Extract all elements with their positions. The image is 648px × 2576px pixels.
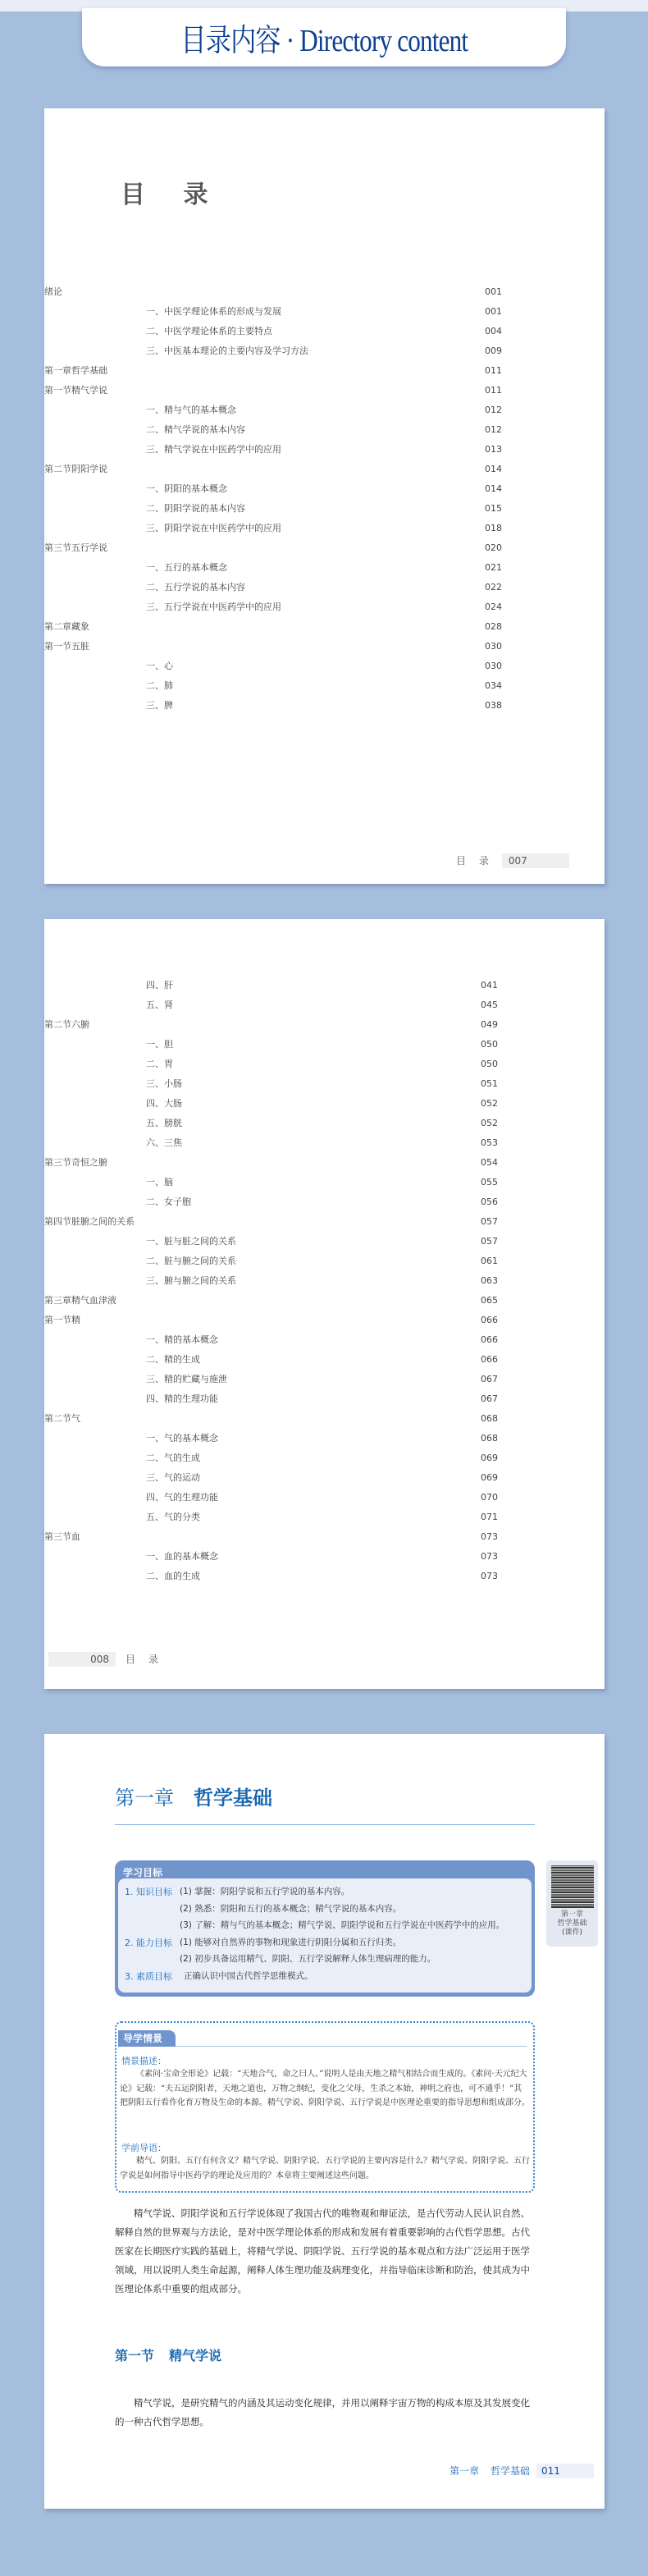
item-title: 二、精气学说的基本内容 xyxy=(146,424,245,435)
toc-item-entry[interactable] xyxy=(44,1035,605,1055)
toc-chapter-entry[interactable] xyxy=(44,282,605,302)
page-number: 024 xyxy=(485,602,502,612)
toc-item-entry[interactable] xyxy=(44,1429,605,1448)
chapter-page xyxy=(44,1734,605,2509)
objective-category: 1. 知识目标 xyxy=(125,1887,172,1897)
toc-section-entry[interactable] xyxy=(44,1311,605,1330)
toc-item-entry[interactable] xyxy=(44,657,605,676)
item-title: 一、精与气的基本概念 xyxy=(146,405,236,415)
item-title: 二、女子胞 xyxy=(146,1196,191,1207)
page-number: 057 xyxy=(481,1216,498,1227)
item-title: 二、五行学说的基本内容 xyxy=(146,582,245,593)
item-title: 四、精的生理功能 xyxy=(146,1393,218,1404)
item-title: 三、阴阳学说在中医药学中的应用 xyxy=(146,523,281,533)
toc-item-entry[interactable] xyxy=(44,1271,605,1291)
intro-label: 学前导语： xyxy=(121,2143,167,2153)
intro-text: 精气、阴阳、五行有何含义？精气学说、阴阳学说、五行学说的主要内容是什么？精气学说、阴阳学说、五行学说是如何指导中医药学的理论及应用的？本章将主要阐述这些问题。 xyxy=(120,2157,530,2180)
footer-chapter: 第一章 xyxy=(449,2465,480,2477)
item-title: 五、气的分类 xyxy=(146,1512,200,1522)
toc-section-entry[interactable] xyxy=(44,460,605,479)
toc-item-entry[interactable] xyxy=(44,1330,605,1350)
page-number: 041 xyxy=(481,980,498,991)
page-number: 022 xyxy=(485,582,502,593)
banner-title: 目录内容 · Directory content xyxy=(180,24,468,58)
page-number: 021 xyxy=(485,562,502,573)
page-number: 009 xyxy=(485,345,502,356)
toc-item-entry[interactable] xyxy=(44,1468,605,1488)
objectives-heading: 学习目标 xyxy=(123,1867,163,1878)
item-title: 二、脏与腑之间的关系 xyxy=(146,1256,236,1266)
toc-chapter-entry[interactable] xyxy=(44,617,605,637)
page-number: 008 xyxy=(48,1652,116,1667)
page-number: 050 xyxy=(481,1039,498,1050)
toc-section-entry[interactable] xyxy=(44,1409,605,1429)
objective-category: 2. 能力目标 xyxy=(125,1937,172,1948)
page-number: 073 xyxy=(481,1571,498,1581)
section-title: 精气学说 xyxy=(71,385,107,396)
page-number: 011 xyxy=(485,385,502,396)
item-title: 三、精气学说在中医药学中的应用 xyxy=(146,444,281,455)
toc-item-entry[interactable] xyxy=(44,1547,605,1567)
page-number: 049 xyxy=(481,1019,498,1030)
qr-label: 第一章 xyxy=(560,1910,583,1919)
toc-title: 目 录 xyxy=(121,181,223,209)
section-label: 第三节 xyxy=(44,542,71,553)
item-title: 一、脑 xyxy=(146,1177,173,1187)
objective-category: 3. 素质目标 xyxy=(125,1970,172,1982)
footer-label: 目 录 xyxy=(125,1654,163,1665)
chapter-title: 哲学基础 xyxy=(71,365,107,376)
toc-item-entry[interactable] xyxy=(44,1567,605,1586)
page-number: 013 xyxy=(485,444,502,455)
item-title: 二、精的生成 xyxy=(146,1354,200,1365)
toc-item-entry[interactable] xyxy=(44,1094,605,1114)
item-title: 六、三焦 xyxy=(146,1137,182,1148)
intro-paragraph: 精气学说、阴阳学说和五行学说体现了我国古代的唯物观和辩证法，是古代劳动人民认识自然、解释自然的世界观与方法论，是对中医学理论体系的形成和发展有着重要影响的古代哲学思想。古代医家在长期医疗实践的基础上，将精气学说、阴阳学说、五行学说的基本观点和方法广泛运用于医学领域，用以说明人类生命起源，阐释人体生理功能及病理变化，并指导临床诊断和防治，使其成为中医理论体系中重要的组成部分。 xyxy=(115,2208,530,2295)
page-number: 030 xyxy=(485,641,502,652)
section-title: 气 xyxy=(71,1413,80,1424)
qr-label: (课件) xyxy=(561,1929,583,1937)
page-number: 001 xyxy=(485,286,502,297)
page-number: 020 xyxy=(485,542,502,553)
toc-item-entry[interactable] xyxy=(44,440,605,460)
chapter-title: 哲学基础 xyxy=(194,1787,272,1810)
page-number: 014 xyxy=(485,464,502,474)
chapter-label: 第一章 xyxy=(44,365,71,376)
page-number: 034 xyxy=(485,680,502,691)
page-number: 068 xyxy=(481,1413,498,1424)
item-title: 五、膀胱 xyxy=(146,1118,182,1128)
section-title: 血 xyxy=(71,1531,80,1542)
toc-item-entry[interactable] xyxy=(44,479,605,499)
toc-section-entry[interactable] xyxy=(44,1212,605,1232)
chapter-label: 第二章 xyxy=(44,621,71,632)
page-number: 014 xyxy=(485,483,502,494)
page-number: 011 xyxy=(485,365,502,376)
toc-item-entry[interactable] xyxy=(44,1389,605,1409)
item-title: 一、气的基本概念 xyxy=(146,1433,218,1444)
page-number: 054 xyxy=(481,1157,498,1168)
page-footer xyxy=(449,2464,594,2478)
section-title: 五行学说 xyxy=(71,542,107,553)
page-number: 052 xyxy=(481,1098,498,1109)
section-label: 第二节 xyxy=(44,1413,71,1424)
toc-section-entry[interactable] xyxy=(44,381,605,400)
item-title: 一、精的基本概念 xyxy=(146,1334,218,1345)
page-number: 030 xyxy=(485,661,502,671)
page-number: 051 xyxy=(481,1078,498,1089)
item-title: 一、阴阳的基本概念 xyxy=(146,483,227,494)
section-label: 第三节 xyxy=(44,1531,71,1542)
toc-item-entry[interactable] xyxy=(44,597,605,617)
section-label: 第二节 xyxy=(44,1019,71,1030)
item-title: 四、气的生理功能 xyxy=(146,1492,218,1503)
toc-chapter-entry[interactable] xyxy=(44,361,605,381)
objective-text: (2) 初步具备运用精气、阴阳、五行学说解释人体生理病理的能力。 xyxy=(180,1954,436,1964)
toc-item-entry[interactable] xyxy=(44,1370,605,1389)
item-title: 三、精的贮藏与施泄 xyxy=(146,1374,227,1384)
toc-item-entry[interactable] xyxy=(44,1074,605,1094)
toc-section-entry[interactable] xyxy=(44,637,605,657)
section-label: 第四节 xyxy=(44,1216,71,1227)
page-number: 011 xyxy=(536,2464,594,2478)
page-number: 063 xyxy=(481,1275,498,1286)
section-title: 奇恒之腑 xyxy=(71,1157,107,1168)
page-number: 050 xyxy=(481,1059,498,1069)
item-title: 四、肝 xyxy=(146,980,173,991)
toc-item-entry[interactable] xyxy=(44,1448,605,1468)
toc-item-entry[interactable] xyxy=(44,696,605,716)
section-paragraph: 精气学说，是研究精气的内涵及其运动变化规律，并用以阐释宇宙万物的构成本原及其发展变化的一种古代哲学思想。 xyxy=(115,2397,530,2427)
qr-code-card[interactable] xyxy=(546,1860,598,1947)
qr-label: 哲学基础 xyxy=(557,1919,587,1928)
page-footer xyxy=(48,1652,163,1667)
item-title: 五、肾 xyxy=(146,1000,173,1010)
toc-section-entry[interactable] xyxy=(44,538,605,558)
objective-text: (1) 能够对自然界的事物和现象进行阴阳分属和五行归类。 xyxy=(180,1937,402,1947)
toc-list xyxy=(44,282,605,716)
page-number: 066 xyxy=(481,1354,498,1365)
chapter-title: 精气血津液 xyxy=(71,1295,116,1306)
section-label: 第一节 xyxy=(44,641,71,652)
toc-section-entry[interactable] xyxy=(44,1527,605,1547)
toc-item-entry[interactable] xyxy=(44,1350,605,1370)
item-title: 一、中医学理论体系的形成与发展 xyxy=(146,306,281,317)
section-label: 第一节 xyxy=(44,1315,71,1325)
item-title: 四、大肠 xyxy=(146,1098,182,1109)
toc-page-2 xyxy=(44,919,605,1689)
page-number: 068 xyxy=(481,1433,498,1444)
toc-item-entry[interactable] xyxy=(44,1114,605,1133)
item-title: 一、血的基本概念 xyxy=(146,1551,218,1562)
learning-objectives-box xyxy=(115,1860,535,1997)
page-number: 012 xyxy=(485,424,502,435)
section-heading xyxy=(115,2345,221,2364)
page-number: 065 xyxy=(481,1295,498,1306)
section-title: 精 xyxy=(71,1315,80,1325)
item-title: 一、胆 xyxy=(146,1039,173,1050)
scene-label: 情景描述： xyxy=(121,2056,167,2066)
page-number: 057 xyxy=(481,1236,498,1247)
item-title: 二、气的生成 xyxy=(146,1453,200,1463)
qr-code-icon xyxy=(551,1865,594,1908)
page-number: 012 xyxy=(485,405,502,415)
item-title: 三、腑与腑之间的关系 xyxy=(146,1275,236,1286)
toc-item-entry[interactable] xyxy=(44,1192,605,1212)
page-number: 067 xyxy=(481,1374,498,1384)
page-number: 069 xyxy=(481,1453,498,1463)
item-title: 一、心 xyxy=(146,661,173,671)
item-title: 一、脏与脏之间的关系 xyxy=(146,1236,236,1247)
toc-item-entry[interactable] xyxy=(44,558,605,578)
toc-item-entry[interactable] xyxy=(44,995,605,1015)
chapter-title: 藏象 xyxy=(71,621,89,632)
section-title: 五脏 xyxy=(71,641,89,652)
chapter-label: 第一章 xyxy=(115,1787,174,1810)
banner xyxy=(82,8,566,66)
toc-item-entry[interactable] xyxy=(44,519,605,538)
toc-page-1 xyxy=(44,108,605,884)
objective-text: (2) 熟悉：阴阳和五行的基本概念；精气学说的基本内容。 xyxy=(180,1903,402,1914)
page-number: 067 xyxy=(481,1393,498,1404)
guide-heading: 导学情景 xyxy=(118,2030,176,2047)
section-label: 第三节 xyxy=(44,1157,71,1168)
toc-chapter-entry[interactable] xyxy=(44,1291,605,1311)
item-title: 三、中医基本理论的主要内容及学习方法 xyxy=(146,345,308,356)
toc-section-entry[interactable] xyxy=(44,1015,605,1035)
page-number: 073 xyxy=(481,1531,498,1542)
chapter-heading xyxy=(115,1782,272,1810)
toc-item-entry[interactable] xyxy=(44,322,605,341)
section-title: 阴阳学说 xyxy=(71,464,107,474)
item-title: 三、脾 xyxy=(146,700,173,711)
toc-item-entry[interactable] xyxy=(44,1508,605,1527)
item-title: 三、气的运动 xyxy=(146,1472,200,1483)
section-label: 第一节 xyxy=(44,385,71,396)
item-title: 二、肺 xyxy=(146,680,173,691)
item-title: 二、中医学理论体系的主要特点 xyxy=(146,326,272,336)
scene-text: 《素问·宝命全形论》记载：“天地合气，命之曰人。”说明人是由天地之精气相结合而生成的。《素问·天元纪大论》记载：“夫五运阴阳者，天地之道也，万物之纲纪，变化之父母，生杀之本始，神明之府也，可不通乎！”其把阴阳五行看作化育万物及生命的本源。精气学说、阴阳学说、五行学说是中医理论重要的指导思想和组成部分。 xyxy=(120,2070,530,2107)
toc-section-entry[interactable] xyxy=(44,1153,605,1173)
page-number: 066 xyxy=(481,1334,498,1345)
page-number: 069 xyxy=(481,1472,498,1483)
toc-item-entry[interactable] xyxy=(44,1232,605,1251)
toc-item-entry[interactable] xyxy=(44,341,605,361)
footer-title: 哲学基础 xyxy=(490,2465,530,2477)
toc-item-entry[interactable] xyxy=(44,420,605,440)
toc-item-entry[interactable] xyxy=(44,1133,605,1153)
section-label: 第二节 xyxy=(44,464,71,474)
page-number: 004 xyxy=(485,326,502,336)
toc-item-entry[interactable] xyxy=(44,1055,605,1074)
objective-text: (3) 了解：精与气的基本概念；精气学说、阴阳学说和五行学说在中医药学中的应用。 xyxy=(180,1920,505,1930)
page-number: 056 xyxy=(481,1196,498,1207)
page-number: 018 xyxy=(485,523,502,533)
objective-text: (1) 掌握：阴阳学说和五行学说的基本内容。 xyxy=(180,1887,350,1897)
page-number: 070 xyxy=(481,1492,498,1503)
chapter-label: 第三章 xyxy=(44,1295,71,1306)
page-number: 055 xyxy=(481,1177,498,1187)
toc-list xyxy=(44,976,605,1586)
divider xyxy=(115,1824,535,1825)
section-title: 脏腑之间的关系 xyxy=(71,1216,135,1227)
item-title: 二、阴阳学说的基本内容 xyxy=(146,503,245,514)
page-number: 015 xyxy=(485,503,502,514)
item-title: 二、血的生成 xyxy=(146,1571,200,1581)
page-number: 038 xyxy=(485,700,502,711)
divider xyxy=(176,2046,527,2047)
section-title: 精气学说 xyxy=(169,2348,222,2363)
toc-item-entry[interactable] xyxy=(44,1251,605,1271)
item-title: 三、小肠 xyxy=(146,1078,182,1089)
section-label: 第一节 xyxy=(115,2348,155,2363)
page-number: 028 xyxy=(485,621,502,632)
toc-item-entry[interactable] xyxy=(44,302,605,322)
toc-item-entry[interactable] xyxy=(44,1173,605,1192)
page-number: 053 xyxy=(481,1137,498,1148)
page-footer xyxy=(456,853,569,868)
toc-item-entry[interactable] xyxy=(44,676,605,696)
toc-item-entry[interactable] xyxy=(44,1488,605,1508)
toc-item-entry[interactable] xyxy=(44,578,605,597)
objective-text: 正确认识中国古代哲学思维模式。 xyxy=(184,1970,313,1981)
page-number: 061 xyxy=(481,1256,498,1266)
chapter-label: 绪论 xyxy=(44,286,62,297)
page-number: 071 xyxy=(481,1512,498,1522)
toc-item-entry[interactable] xyxy=(44,400,605,420)
page-number: 073 xyxy=(481,1551,498,1562)
section-title: 六腑 xyxy=(71,1019,89,1030)
footer-label: 目 录 xyxy=(456,855,494,867)
page-number: 001 xyxy=(485,306,502,317)
page-number: 007 xyxy=(502,853,569,868)
page-number: 066 xyxy=(481,1315,498,1325)
page-number: 045 xyxy=(481,1000,498,1010)
item-title: 二、胃 xyxy=(146,1059,173,1069)
toc-item-entry[interactable] xyxy=(44,499,605,519)
page-number: 052 xyxy=(481,1118,498,1128)
toc-item-entry[interactable] xyxy=(44,976,605,995)
guided-scenario-box xyxy=(115,2021,535,2193)
item-title: 一、五行的基本概念 xyxy=(146,562,227,573)
item-title: 三、五行学说在中医药学中的应用 xyxy=(146,602,281,612)
